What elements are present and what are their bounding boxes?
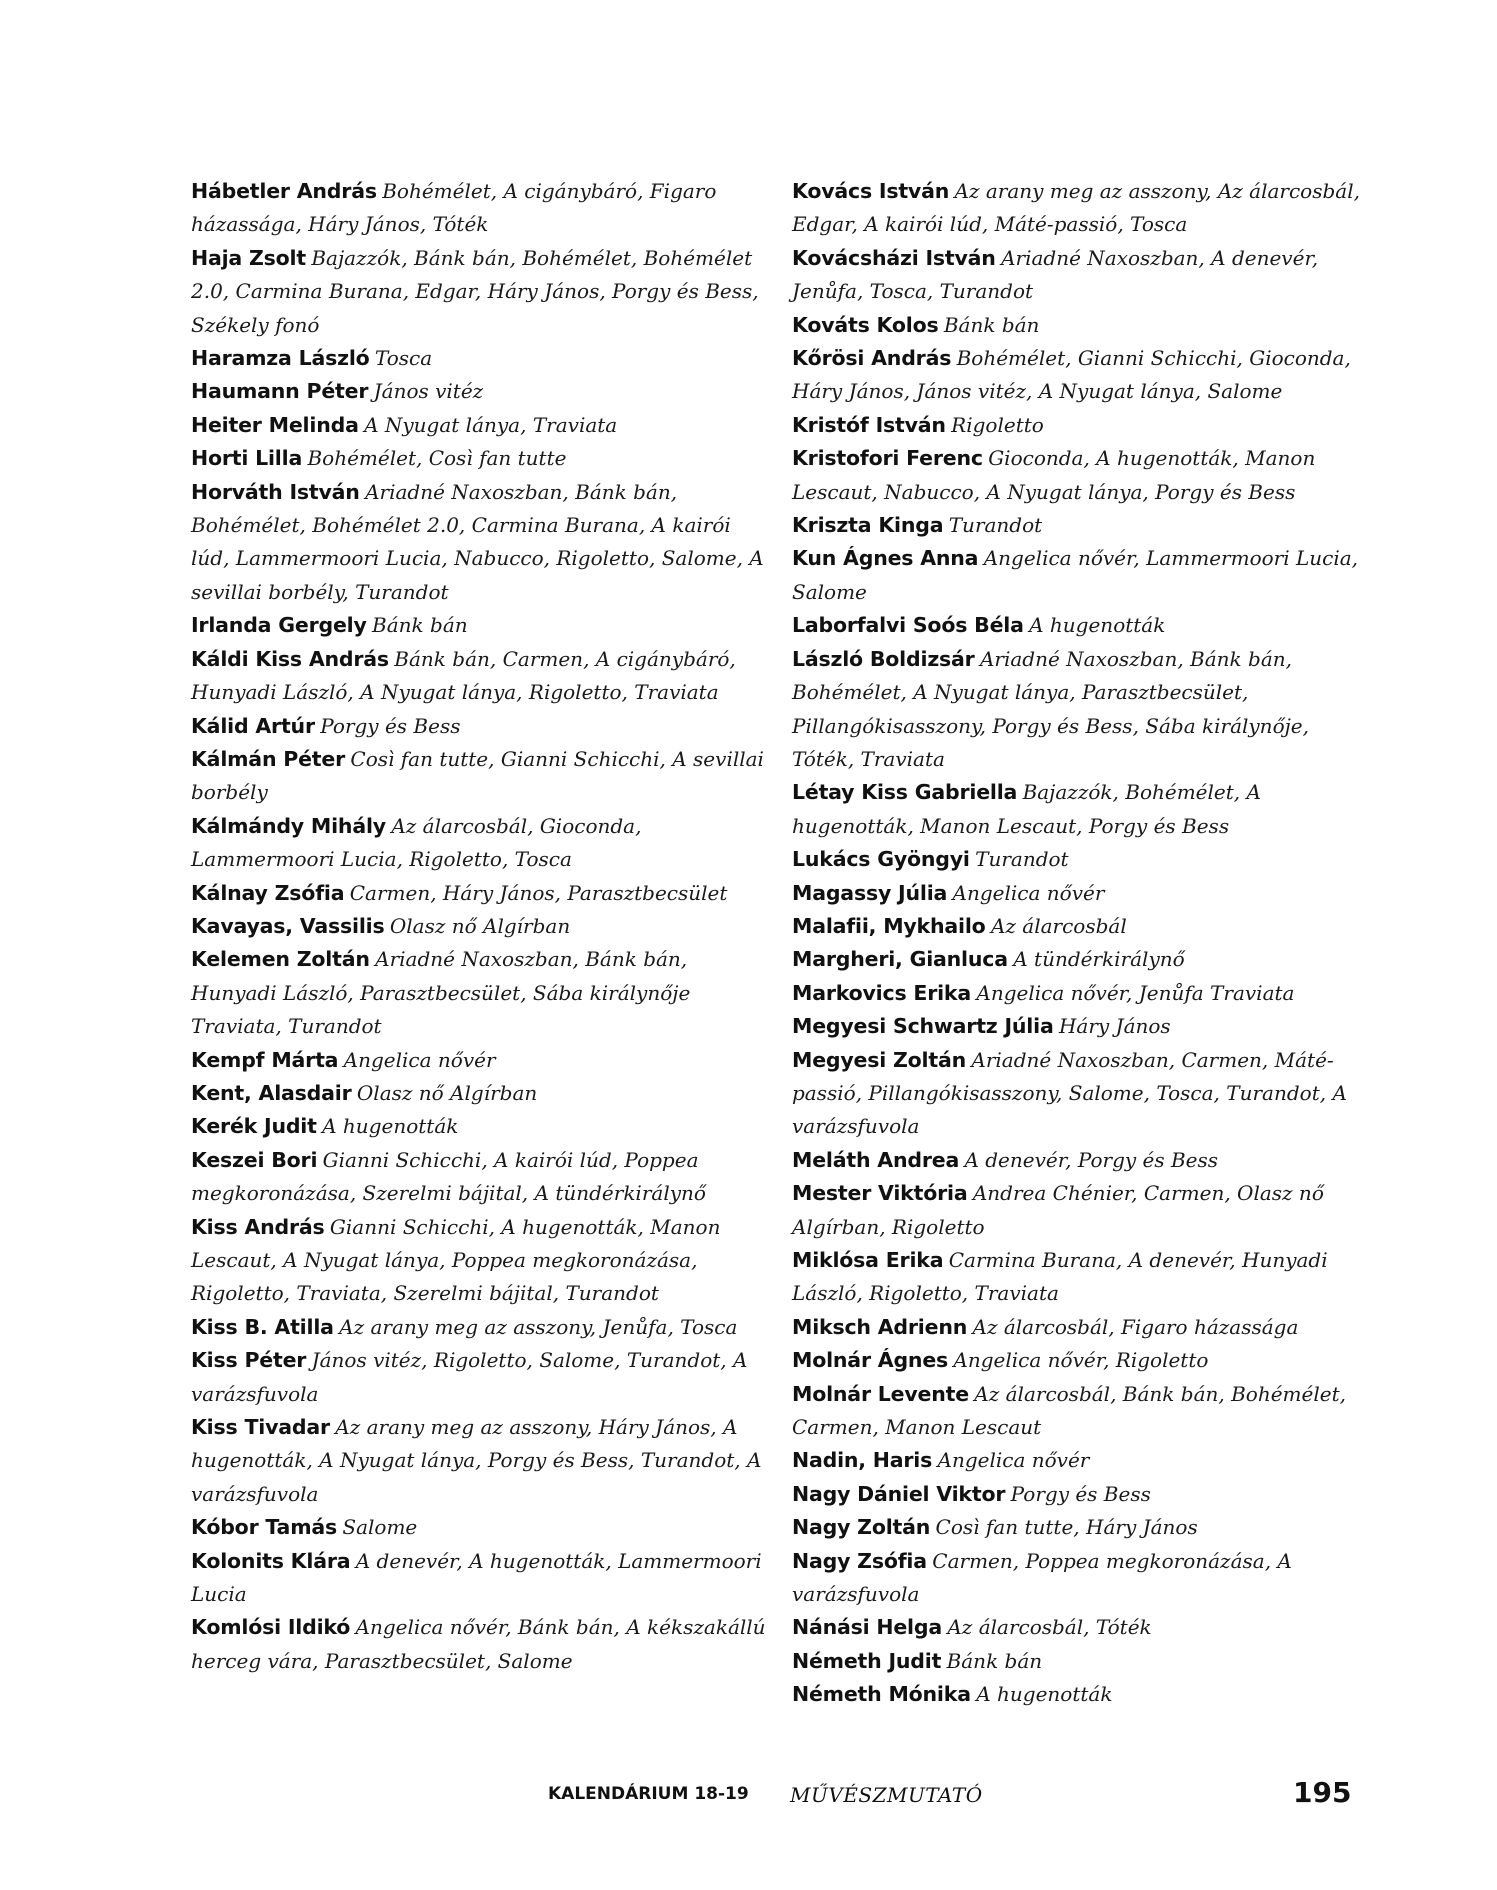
artist-entry (792, 1311, 1372, 1344)
artist-works: Olasz nő Algírban (389, 913, 571, 938)
artist-entry (792, 1478, 1372, 1511)
artist-works: János vitéz, Rigoletto, Salome, Turandot, A varázsfuvola (191, 1348, 748, 1406)
artist-entry (191, 810, 771, 877)
artist-name: Lukács Gyöngyi (792, 847, 970, 872)
artist-name: Malafii, Mykhailo (792, 913, 986, 938)
artist-entry (792, 242, 1372, 309)
artist-name: Kőrösi András (792, 346, 952, 371)
artist-entry (792, 1511, 1372, 1544)
artist-entry (191, 342, 771, 375)
artist-name: Kováts Kolos (792, 312, 939, 337)
artist-works: Bánk bán (946, 1648, 1043, 1673)
artist-name: Kiss Péter (191, 1348, 307, 1373)
artist-works: Turandot (948, 513, 1043, 538)
artist-name: Létay Kiss Gabriella (792, 780, 1018, 805)
footer-section-title: MŰVÉSZMUTATÓ (790, 1783, 983, 1807)
artist-name: Haumann Péter (191, 379, 369, 404)
artist-works: Ariadné Naxoszban, Bánk bán, Bohémélet, A Nyugat lánya, Parasztbecsület, Pillangókisasszony, Porgy és Bess, Sába királynője, Tóték, Traviata (792, 646, 1310, 771)
artist-name: Komlósi Ildikó (191, 1615, 351, 1640)
artist-name: Kovács István (792, 179, 950, 203)
artist-name: Kempf Márta (191, 1047, 339, 1072)
artist-works: A denevér, A hugenották, Lammermoori Lucia (191, 1548, 762, 1607)
artist-entry (191, 1044, 771, 1077)
artist-works: Az arany meg az asszony, Háry János, A hugenották, A Nyugat lánya, Porgy és Bess, Turandot, A varázsfuvola (191, 1415, 762, 1506)
artist-name: Kiss B. Atilla (191, 1314, 334, 1339)
artist-works: Tosca (374, 346, 433, 371)
artist-name: Magassy Júlia (792, 880, 948, 905)
page-footer (0, 1776, 1497, 1816)
artist-works: Gioconda, A hugenották, Manon Lescaut, Nabucco, A Nyugat lánya, Porgy és Bess (792, 446, 1316, 504)
artist-entry (191, 1511, 771, 1544)
artist-name: Markovics Erika (792, 980, 971, 1005)
right-column (792, 175, 1372, 1712)
artist-entry (792, 342, 1372, 409)
artist-entry (792, 542, 1372, 609)
artist-entry (191, 1611, 771, 1678)
artist-name: Molnár Levente (792, 1381, 969, 1406)
artist-works: Bajazzók, Bohémélet, A hugenották, Manon Lescaut, Porgy és Bess (792, 780, 1261, 838)
artist-name: Kriszta Kinga (792, 513, 944, 538)
artist-works: Gianni Schicchi, A hugenották, Manon Lescaut, A Nyugat lánya, Poppea megkoronázása, Rigoletto, Traviata, Szerelmi bájital, Turandot (191, 1214, 721, 1306)
artist-name: Kristóf István (792, 412, 946, 437)
artist-entry (792, 877, 1372, 910)
artist-entry (191, 1311, 771, 1344)
artist-entry (792, 1645, 1372, 1678)
artist-name: Horváth István (191, 479, 360, 504)
artist-name: Mester Viktória (792, 1181, 968, 1206)
artist-entry (792, 309, 1372, 342)
artist-works: Ariadné Naxoszban, Carmen, Máté-passió, Pillangókisasszony, Salome, Tosca, Turandot, A varázsfuvola (792, 1047, 1347, 1139)
artist-works: Angelica nővér (937, 1448, 1090, 1473)
artist-entry (191, 743, 771, 810)
artist-entry (191, 1411, 771, 1511)
artist-entry (792, 977, 1372, 1010)
artist-entry (792, 643, 1372, 777)
artist-entry (191, 643, 771, 710)
artist-entry (191, 710, 771, 743)
artist-works: Gianni Schicchi, A kairói lúd, Poppea megkoronázása, Szerelmi bájital, A tündérkirálynő (191, 1147, 706, 1206)
artist-name: Németh Mónika (792, 1682, 971, 1707)
artist-entry (792, 175, 1372, 242)
artist-works: Az álarcosbál, Figaro házassága (972, 1314, 1299, 1339)
artist-works: János vitéz (373, 379, 484, 404)
artist-entry (191, 1144, 771, 1211)
artist-works: Háry János (1058, 1014, 1171, 1039)
artist-works: Az álarcosbál (990, 913, 1127, 938)
artist-works: Carmen, Háry János, Parasztbecsület (349, 880, 728, 905)
artist-name: Horti Lilla (191, 446, 303, 471)
artist-name: Kerék Judit (191, 1114, 317, 1139)
artist-entry (792, 843, 1372, 876)
artist-entry (792, 509, 1372, 542)
artist-works: Carmen, Poppea megkoronázása, A varázsfuvola (792, 1548, 1292, 1607)
artist-name: Németh Judit (792, 1648, 942, 1673)
artist-works: Ariadné Naxoszban, Bánk bán, Hunyadi László, Parasztbecsület, Sába királynője Traviata, Turandot (191, 947, 691, 1039)
artist-works: Turandot (975, 847, 1069, 872)
artist-name: Nagy Zsófia (792, 1548, 927, 1573)
artist-entry (792, 943, 1372, 976)
artist-name: Megyesi Zoltán (792, 1047, 967, 1072)
artist-entry (792, 1144, 1372, 1177)
artist-name: Haja Zsolt (191, 245, 306, 270)
artist-works: A hugenották (322, 1114, 459, 1139)
artist-works: Bohémélet, Gianni Schicchi, Gioconda, Háry János, János vitéz, A Nyugat lánya, Salome (792, 346, 1351, 404)
artist-works: A hugenották (976, 1682, 1113, 1707)
artist-works: Angelica nővér, Lammermoori Lucia, Salome (792, 546, 1359, 604)
artist-entry (792, 776, 1372, 843)
artist-works: Così fan tutte, Gianni Schicchi, A sevillai borbély (191, 746, 764, 805)
artist-entry (792, 1244, 1372, 1311)
artist-name: Miksch Adrienn (792, 1314, 968, 1339)
artist-name: Kent, Alasdair (191, 1080, 352, 1105)
artist-name: Laborfalvi Soós Béla (792, 613, 1024, 638)
artist-works: Ariadné Naxoszban, A denevér, Jenůfa, Tosca, Turandot (792, 245, 1319, 304)
artist-works: Così fan tutte, Háry János (935, 1515, 1198, 1540)
artist-works: Az álarcosbál, Tóték (947, 1615, 1152, 1640)
artist-works: Az arany meg az asszony, Jenůfa, Tosca (339, 1314, 738, 1339)
artist-name: Meláth Andrea (792, 1147, 960, 1172)
artist-entry (792, 1010, 1372, 1043)
artist-name: Kálmán Péter (191, 746, 346, 771)
artist-entry (792, 442, 1372, 509)
artist-works: Olasz nő Algírban (356, 1080, 538, 1105)
artist-works: A denevér, Porgy és Bess (964, 1147, 1219, 1172)
artist-name: Kovácsházi István (792, 245, 996, 270)
artist-works: Angelica nővér, Rigoletto (953, 1348, 1209, 1373)
artist-entry (191, 1110, 771, 1143)
artist-name: Kálid Artúr (191, 713, 315, 738)
artist-name: Irlanda Gergely (191, 613, 367, 638)
artist-entry (792, 1611, 1372, 1644)
artist-entry (191, 910, 771, 943)
artist-works: Angelica nővér, Bánk bán, A kékszakállú herceg vára, Parasztbecsület, Salome (191, 1615, 766, 1673)
artist-entry (191, 943, 771, 1043)
artist-entry (191, 375, 771, 408)
artist-entry (191, 442, 771, 475)
artist-works: Angelica nővér (952, 880, 1105, 905)
artist-entry (792, 409, 1372, 442)
artist-entry (191, 609, 771, 642)
artist-name: Kavayas, Vassilis (191, 913, 385, 938)
artist-entry (191, 1211, 771, 1311)
artist-entry (792, 1678, 1372, 1711)
artist-works: Bohémélet, A cigánybáró, Figaro házassága, Háry János, Tóték (191, 179, 717, 237)
artist-works: Bohémélet, Così fan tutte (307, 446, 567, 471)
artist-entry (191, 175, 771, 242)
artist-name: Nagy Zoltán (792, 1515, 931, 1540)
footer-brand: KALENDÁRIUM 18-19 (548, 1784, 749, 1804)
artist-entry (191, 409, 771, 442)
artist-name: Miklósa Erika (792, 1248, 944, 1272)
artist-entry (191, 1077, 771, 1110)
artist-name: Margheri, Gianluca (792, 947, 1008, 972)
artist-works: Porgy és Bess (320, 713, 461, 738)
artist-name: László Boldizsár (792, 646, 975, 671)
artist-name: Nánási Helga (792, 1615, 942, 1640)
artist-name: Kálmándy Mihály (191, 813, 386, 838)
artist-name: Hábetler András (191, 179, 377, 203)
artist-works: Bánk bán (372, 613, 468, 638)
artist-works: Rigoletto (951, 412, 1044, 437)
page-number: 195 (1293, 1776, 1352, 1809)
artist-works: Az álarcosbál, Gioconda, Lammermoori Lucia, Rigoletto, Tosca (191, 813, 642, 872)
artist-works: Az álarcosbál, Bánk bán, Bohémélet, Carmen, Manon Lescaut (792, 1381, 1346, 1440)
artist-entry (792, 1444, 1372, 1477)
artist-name: Kristofori Ferenc (792, 446, 983, 471)
artist-works: Carmina Burana, A denevér, Hunyadi László, Rigoletto, Traviata (792, 1248, 1328, 1306)
artist-entry (792, 1177, 1372, 1244)
artist-entry (792, 1344, 1372, 1377)
artist-works: Bánk bán, Carmen, A cigánybáró, Hunyadi László, A Nyugat lánya, Rigoletto, Traviata (191, 646, 736, 705)
artist-works: Angelica nővér (343, 1047, 496, 1072)
artist-name: Kiss Tivadar (191, 1415, 330, 1440)
artist-entry (792, 1545, 1372, 1612)
artist-name: Kiss András (191, 1214, 325, 1239)
artist-name: Nagy Dániel Viktor (792, 1481, 1006, 1506)
artist-entry (191, 877, 771, 910)
artist-works: Angelica nővér, Jenůfa Traviata (976, 980, 1295, 1005)
artist-works: Bajazzók, Bánk bán, Bohémélet, Bohémélet 2.0, Carmina Burana, Edgar, Háry János, Porgy és Bess, Székely fonó (191, 245, 759, 337)
artist-entry (792, 1378, 1372, 1445)
artist-name: Kóbor Tamás (191, 1515, 337, 1540)
artist-works: A tündérkirálynő (1013, 947, 1185, 972)
artist-name: Heiter Melinda (191, 412, 359, 437)
artist-name: Haramza László (191, 346, 370, 371)
artist-name: Kálnay Zsófia (191, 880, 345, 905)
artist-entry (792, 609, 1372, 642)
artist-name: Kelemen Zoltán (191, 947, 370, 972)
artist-entry (792, 1044, 1372, 1144)
artist-entry (191, 242, 771, 342)
left-column (191, 175, 771, 1678)
artist-works: Andrea Chénier, Carmen, Olasz nő Algírban, Rigoletto (792, 1181, 1324, 1239)
artist-works: A Nyugat lánya, Traviata (364, 412, 618, 437)
artist-works: Bánk bán (943, 312, 1040, 337)
artist-name: Káldi Kiss András (191, 646, 389, 671)
artist-works: Porgy és Bess (1010, 1481, 1151, 1506)
artist-entry (191, 1545, 771, 1612)
artist-entry (191, 1344, 771, 1411)
artist-works: A hugenották (1029, 613, 1166, 638)
artist-name: Keszei Bori (191, 1147, 318, 1172)
artist-works: Salome (342, 1515, 418, 1540)
artist-name: Nadin, Haris (792, 1448, 933, 1473)
artist-entry (792, 910, 1372, 943)
artist-entry (191, 476, 771, 610)
artist-works: Ariadné Naxoszban, Bánk bán, Bohémélet, Bohémélet 2.0, Carmina Burana, A kairói lúd, Lammermoori Lucia, Nabucco, Rigoletto, Salome, A sevillai borbély, Turandot (191, 479, 764, 604)
artist-name: Megyesi Schwartz Júlia (792, 1014, 1054, 1039)
artist-name: Kolonits Klára (191, 1548, 351, 1573)
artist-works: Az arany meg az asszony, Az álarcosbál, Edgar, A kairói lúd, Máté-passió, Tosca (792, 179, 1360, 237)
artist-name: Molnár Ágnes (792, 1348, 949, 1373)
artist-name: Kun Ágnes Anna (792, 546, 979, 571)
